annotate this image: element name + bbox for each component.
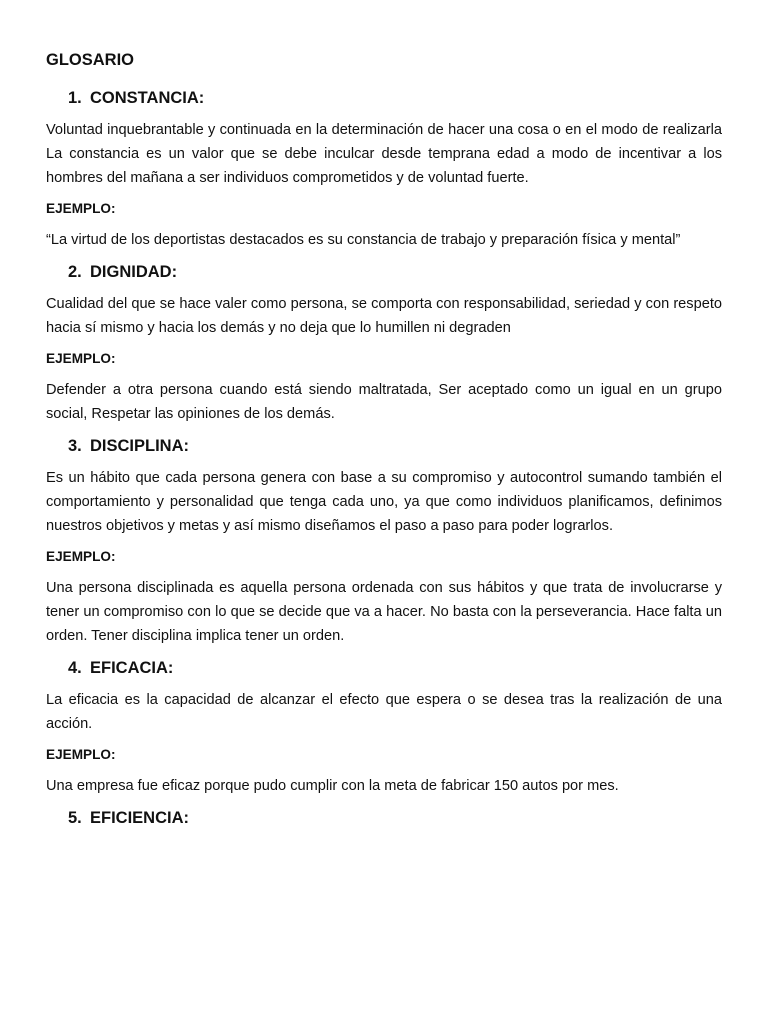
section-title: EFICACIA: bbox=[90, 659, 174, 677]
section-title: EFICIENCIA: bbox=[90, 809, 189, 827]
example-label: EJEMPLO: bbox=[46, 201, 116, 216]
section-heading-dignidad bbox=[68, 260, 722, 284]
definition-eficacia: La eficacia es la capacidad de alcanzar el efecto que espera o se desea tras la realización de una acción. bbox=[46, 692, 722, 732]
example-dignidad: Defender a otra persona cuando está siendo maltratada, Ser aceptado como un igual en un grupo social, Respetar las opiniones de los demás. bbox=[46, 382, 722, 422]
document-title: GLOSARIO bbox=[46, 51, 135, 69]
section-heading-eficiencia bbox=[68, 806, 722, 830]
section-number: 3. bbox=[68, 437, 82, 455]
section-heading-constancia bbox=[68, 86, 722, 110]
definition-dignidad: Cualidad del que se hace valer como persona, se comporta con responsabilidad, seriedad y con respeto hacia sí mismo y hacia los demás y no deja que lo humillen ni degraden bbox=[46, 296, 722, 336]
example-label: EJEMPLO: bbox=[46, 549, 116, 564]
section-title: CONSTANCIA: bbox=[90, 89, 205, 107]
section-number: 4. bbox=[68, 659, 82, 677]
example-label: EJEMPLO: bbox=[46, 351, 116, 366]
example-label: EJEMPLO: bbox=[46, 747, 116, 762]
section-number: 2. bbox=[68, 263, 82, 281]
example-eficacia: Una empresa fue eficaz porque pudo cumplir con la meta de fabricar 150 autos por mes. bbox=[46, 778, 619, 794]
example-disciplina: Una persona disciplinada es aquella persona ordenada con sus hábitos y que trata de involucrarse y tener un compromiso con lo que se decide que va a hacer. No basta con la perseverancia. Hace falta un orden. Tener disciplina implica tener un orden. bbox=[46, 580, 722, 644]
section-number: 5. bbox=[68, 809, 82, 827]
definition-constancia: Voluntad inquebrantable y continuada en la determinación de hacer una cosa o en el modo de realizarla La constancia es un valor que se debe inculcar desde temprana edad a modo de incentivar a los hombres del mañana a ser individuos comprometidos y de voluntad fuerte. bbox=[46, 122, 722, 186]
section-title: DISCIPLINA: bbox=[90, 437, 189, 455]
section-heading-disciplina bbox=[68, 434, 722, 458]
definition-disciplina: Es un hábito que cada persona genera con base a su compromiso y autocontrol sumando también el comportamiento y personalidad que tenga cada uno, ya que como individuos planificamos, definimos nuestros objetivos y metas y así mismo diseñamos el paso a paso para poder lograrlos. bbox=[46, 470, 722, 534]
section-heading-eficacia bbox=[68, 656, 722, 680]
section-number: 1. bbox=[68, 89, 82, 107]
section-title: DIGNIDAD: bbox=[90, 263, 178, 281]
example-constancia: “La virtud de los deportistas destacados es su constancia de trabajo y preparación física y mental” bbox=[46, 232, 681, 248]
